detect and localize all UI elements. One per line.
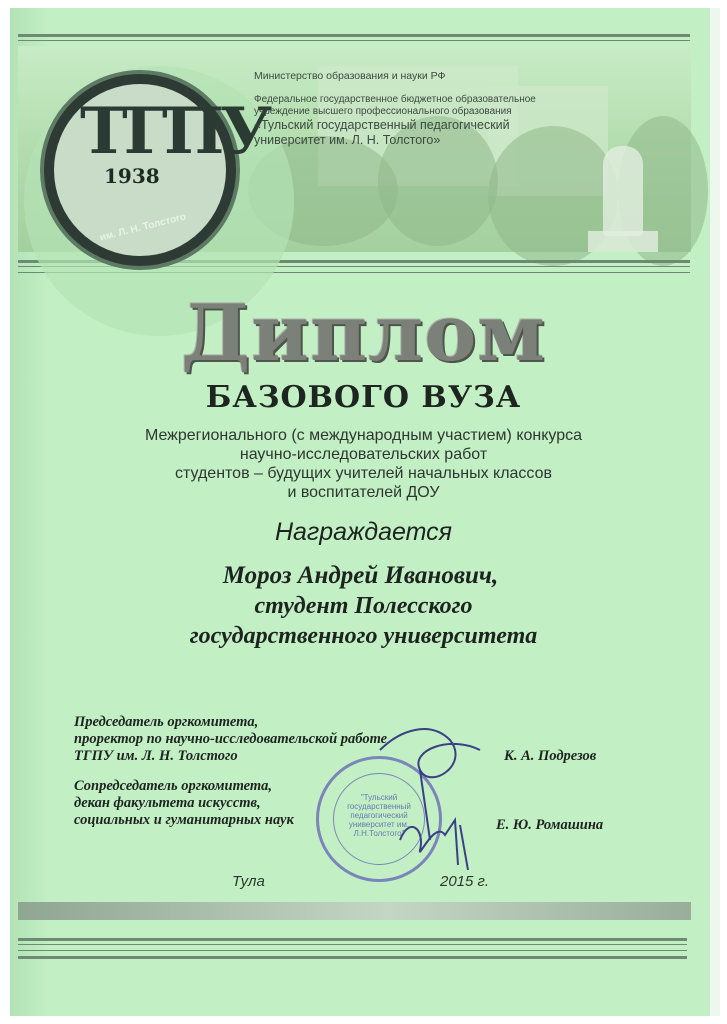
contest-line: студентов – будущих учителей начальных классов xyxy=(174,465,552,482)
logo-caption: им. Л. Н. Толстого xyxy=(98,211,188,244)
footer-rule xyxy=(18,938,687,941)
university-name: «Тульский государственный педагогический университет им. Л. Н. Толстого» xyxy=(254,118,510,147)
stamp-text: "Тульский государственный педагогический университет им. Л.Н.Толстого" xyxy=(347,793,411,838)
diploma-title: Диплом xyxy=(180,288,547,379)
signatory-line: проректор по научно-исследовательской работе xyxy=(74,731,388,747)
signatory-line: Председатель оргкомитета, xyxy=(74,714,259,730)
contest-line: и воспитателей ДОУ xyxy=(287,484,440,501)
signatory-line: ТГПУ им. Л. Н. Толстого xyxy=(74,748,238,764)
footer-rule-thin xyxy=(18,944,687,945)
signatory-line: Сопредседатель оргкомитета, xyxy=(74,778,273,794)
institution-type: Федеральное государственное бюджетное образовательное учреждение высшего профессионального образования xyxy=(254,94,536,117)
diploma-subtitle: БАЗОВОГО ВУЗА xyxy=(205,380,522,415)
contest-description xyxy=(0,426,727,502)
signatory-line: декан факультета искусств, xyxy=(74,795,261,811)
paper-edge xyxy=(710,8,720,1016)
logo-letters: ТГПУ xyxy=(80,94,269,169)
logo-year: 1938 xyxy=(104,164,160,188)
top-rule-thin xyxy=(18,40,690,41)
statue-shape xyxy=(603,146,643,236)
signatory-2-title xyxy=(74,778,294,829)
signatory-1-title xyxy=(74,714,387,765)
recipient-line: студент Полесского xyxy=(254,593,473,619)
recipient xyxy=(0,561,727,651)
city: Тула xyxy=(232,873,265,890)
footer-rule-thin xyxy=(18,950,687,951)
recipient-name: Мороз Андрей Иванович, xyxy=(222,562,499,589)
ministry-name: Министерство образования и науки РФ xyxy=(254,70,446,82)
awarded-label: Награждается xyxy=(274,518,453,546)
signatory-2-name: Е. Ю. Ромашина xyxy=(496,817,604,833)
university-seal-icon xyxy=(40,70,269,270)
contest-line: Межрегионального (с международным участием) конкурса xyxy=(144,427,583,444)
contest-line: научно-исследовательских работ xyxy=(239,446,488,463)
footer-band xyxy=(18,902,691,920)
top-rule xyxy=(18,34,690,37)
handwritten-signature-icon xyxy=(360,720,520,880)
footer-rule xyxy=(18,956,687,959)
signatory-1-name: К. А. Подрезов xyxy=(504,748,597,764)
issue-year: 2015 г. xyxy=(440,873,490,890)
statue-base xyxy=(588,231,658,252)
recipient-line: государственного университета xyxy=(189,623,538,649)
signatory-line: социальных и гуманитарных наук xyxy=(74,812,294,828)
